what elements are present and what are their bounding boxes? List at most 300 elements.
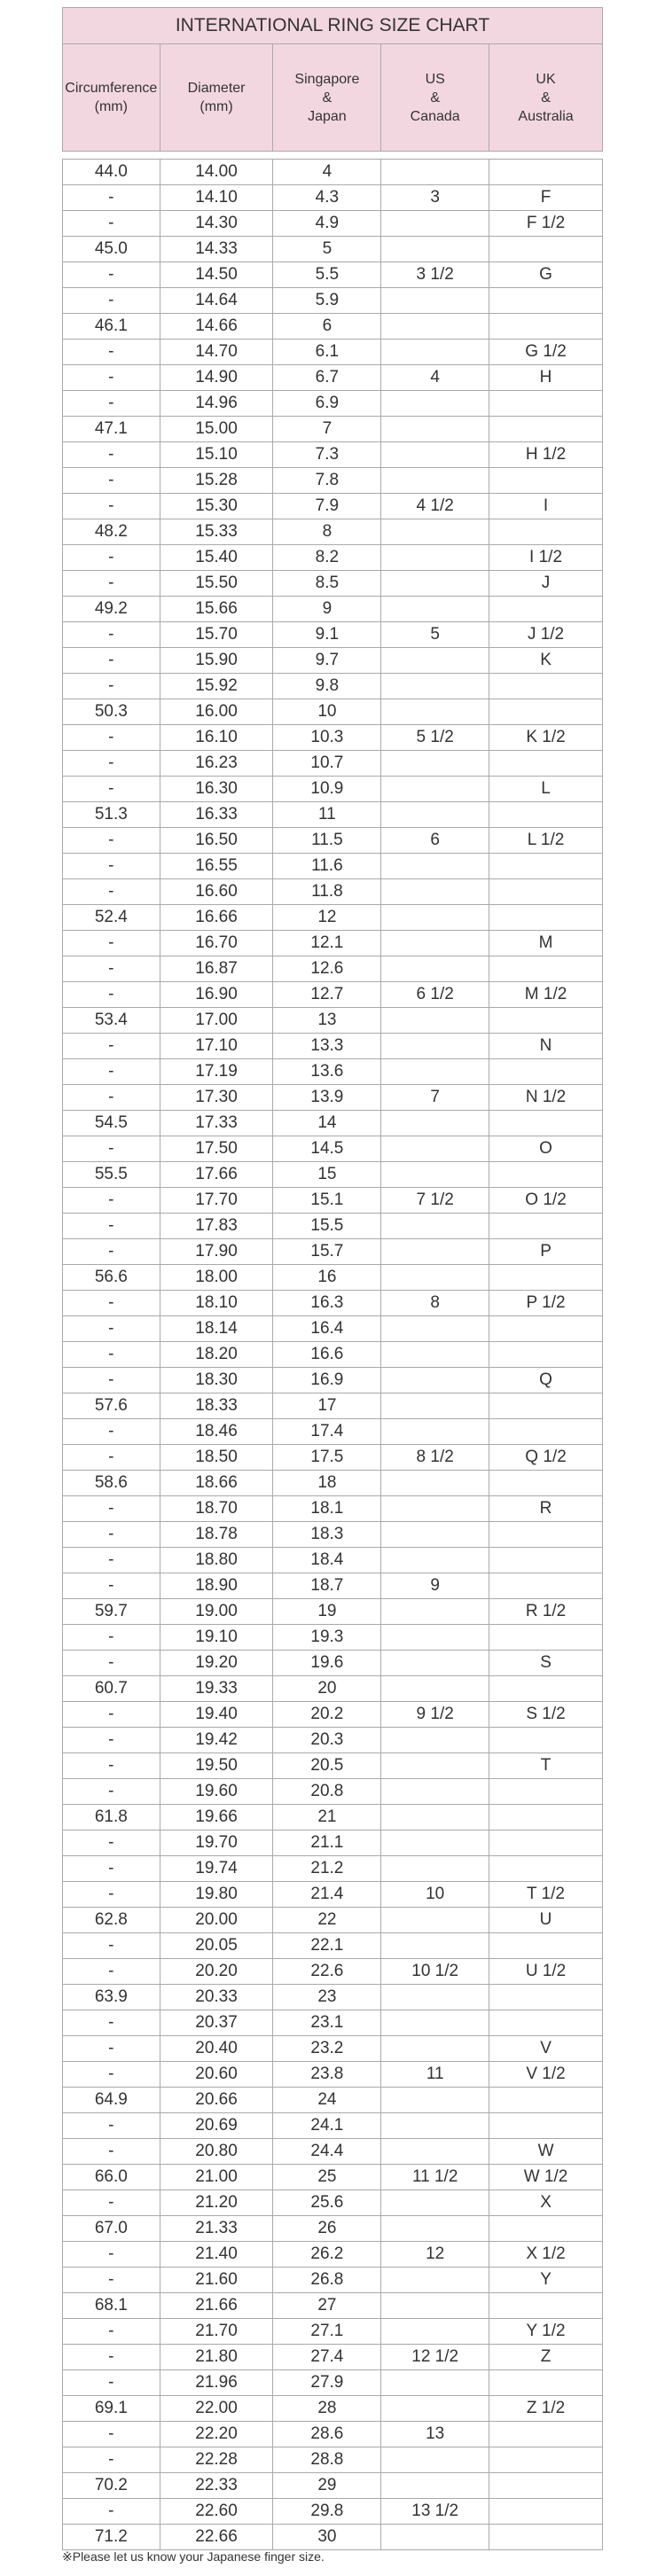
us-canada-cell — [381, 1214, 489, 1239]
diameter-cell: 16.10 — [160, 725, 273, 751]
uk-australia-cell — [489, 2113, 603, 2139]
circumference-cell: - — [63, 1316, 160, 1342]
circumference-cell: 61.8 — [63, 1805, 160, 1831]
circumference-cell: - — [63, 1959, 160, 1985]
circumference-cell: - — [63, 2319, 160, 2345]
singapore-japan-cell: 16.4 — [273, 1316, 381, 1342]
diameter-cell: 15.40 — [160, 545, 273, 571]
uk-australia-cell — [489, 751, 603, 777]
us-canada-cell: 4 1/2 — [381, 494, 489, 519]
circumference-cell: 45.0 — [63, 237, 160, 262]
uk-australia-cell — [489, 2370, 603, 2396]
diameter-cell: 21.33 — [160, 2216, 273, 2242]
diameter-cell: 19.33 — [160, 1676, 273, 1702]
header-line: Australia — [518, 108, 574, 124]
diameter-cell: 15.66 — [160, 597, 273, 622]
diameter-cell: 18.90 — [160, 1573, 273, 1599]
singapore-japan-cell: 6.7 — [273, 365, 381, 391]
singapore-japan-cell: 12.6 — [273, 956, 381, 982]
circumference-cell: - — [63, 1882, 160, 1908]
singapore-japan-cell: 28.8 — [273, 2447, 381, 2473]
circumference-cell: - — [63, 1445, 160, 1471]
uk-australia-cell: P 1/2 — [489, 1291, 603, 1316]
circumference-cell: - — [63, 340, 160, 365]
singapore-japan-cell: 17 — [273, 1393, 381, 1419]
table-row — [63, 2010, 603, 2036]
uk-australia-cell — [489, 1676, 603, 1702]
singapore-japan-cell: 13.3 — [273, 1034, 381, 1059]
diameter-cell: 15.90 — [160, 648, 273, 674]
uk-australia-cell — [489, 288, 603, 314]
diameter-cell: 18.00 — [160, 1265, 273, 1291]
table-row — [63, 288, 603, 314]
header-diameter — [160, 44, 273, 152]
diameter-cell: 22.33 — [160, 2473, 273, 2499]
us-canada-cell — [381, 211, 489, 237]
uk-australia-cell — [489, 1393, 603, 1419]
diameter-cell: 15.33 — [160, 519, 273, 545]
table-row — [63, 622, 603, 648]
diameter-cell: 17.30 — [160, 1085, 273, 1111]
uk-australia-cell: I — [489, 494, 603, 519]
diameter-cell: 16.90 — [160, 982, 273, 1008]
table-row — [63, 417, 603, 442]
us-canada-cell: 10 1/2 — [381, 1959, 489, 1985]
table-row — [63, 1651, 603, 1676]
singapore-japan-cell: 21.1 — [273, 1831, 381, 1856]
diameter-cell: 22.66 — [160, 2525, 273, 2550]
table-row — [63, 545, 603, 571]
header-line: & — [541, 90, 551, 105]
diameter-cell: 15.92 — [160, 674, 273, 699]
singapore-japan-cell: 6.1 — [273, 340, 381, 365]
uk-australia-cell — [489, 1831, 603, 1856]
diameter-cell: 20.66 — [160, 2088, 273, 2113]
singapore-japan-cell: 5.9 — [273, 288, 381, 314]
header-line: Singapore — [294, 71, 360, 87]
uk-australia-cell — [489, 1548, 603, 1573]
singapore-japan-cell: 17.4 — [273, 1419, 381, 1445]
table-row — [63, 1985, 603, 2010]
table-row — [63, 674, 603, 699]
diameter-cell: 16.33 — [160, 802, 273, 828]
uk-australia-cell: W 1/2 — [489, 2165, 603, 2190]
circumference-cell: - — [63, 571, 160, 597]
uk-australia-cell: M 1/2 — [489, 982, 603, 1008]
table-row — [63, 1291, 603, 1316]
us-canada-cell — [381, 1651, 489, 1676]
table-row — [63, 597, 603, 622]
singapore-japan-cell: 10 — [273, 699, 381, 725]
uk-australia-cell — [489, 1471, 603, 1496]
diameter-cell: 20.37 — [160, 2010, 273, 2036]
table-row — [63, 340, 603, 365]
singapore-japan-cell: 26 — [273, 2216, 381, 2242]
us-canada-cell — [381, 699, 489, 725]
table-row — [63, 1625, 603, 1651]
circumference-cell: - — [63, 1753, 160, 1779]
table-row — [63, 2473, 603, 2499]
header-line: US — [425, 71, 445, 87]
singapore-japan-cell: 22.6 — [273, 1959, 381, 1985]
diameter-cell: 19.70 — [160, 1831, 273, 1856]
us-canada-cell — [381, 1471, 489, 1496]
singapore-japan-cell: 4 — [273, 160, 381, 185]
circumference-cell: 70.2 — [63, 2473, 160, 2499]
diameter-cell: 14.00 — [160, 160, 273, 185]
circumference-cell: - — [63, 1214, 160, 1239]
us-canada-cell — [381, 1111, 489, 1136]
diameter-cell: 19.80 — [160, 1882, 273, 1908]
singapore-japan-cell: 10.3 — [273, 725, 381, 751]
singapore-japan-cell: 27.4 — [273, 2345, 381, 2370]
circumference-cell: - — [63, 391, 160, 417]
us-canada-cell — [381, 314, 489, 340]
singapore-japan-cell: 10.7 — [273, 751, 381, 777]
table-row — [63, 982, 603, 1008]
singapore-japan-cell: 4.3 — [273, 185, 381, 211]
uk-australia-cell: U 1/2 — [489, 1959, 603, 1985]
table-row — [63, 1008, 603, 1034]
uk-australia-cell: X 1/2 — [489, 2242, 603, 2268]
singapore-japan-cell: 24.1 — [273, 2113, 381, 2139]
singapore-japan-cell: 15.5 — [273, 1214, 381, 1239]
diameter-cell: 14.30 — [160, 211, 273, 237]
diameter-cell: 16.70 — [160, 931, 273, 956]
uk-australia-cell — [489, 417, 603, 442]
uk-australia-cell: O — [489, 1136, 603, 1162]
us-canada-cell: 7 1/2 — [381, 1188, 489, 1214]
table-row — [63, 2268, 603, 2293]
diameter-cell: 18.33 — [160, 1393, 273, 1419]
us-canada-cell — [381, 1034, 489, 1059]
ring-size-table — [62, 7, 603, 2550]
table-row — [63, 1753, 603, 1779]
singapore-japan-cell: 5.5 — [273, 262, 381, 288]
table-row — [63, 571, 603, 597]
uk-australia-cell — [489, 1265, 603, 1291]
circumference-cell: - — [63, 2113, 160, 2139]
header-line: Circumference — [65, 81, 158, 96]
us-canada-cell: 12 1/2 — [381, 2345, 489, 2370]
table-row — [63, 1676, 603, 1702]
table-row — [63, 2088, 603, 2113]
us-canada-cell: 6 1/2 — [381, 982, 489, 1008]
table-row — [63, 1959, 603, 1985]
diameter-cell: 14.10 — [160, 185, 273, 211]
singapore-japan-cell: 25.6 — [273, 2190, 381, 2216]
diameter-cell: 14.33 — [160, 237, 273, 262]
diameter-cell: 18.30 — [160, 1368, 273, 1393]
circumference-cell: - — [63, 1573, 160, 1599]
circumference-cell: 58.6 — [63, 1471, 160, 1496]
uk-australia-cell: S — [489, 1651, 603, 1676]
diameter-cell: 20.60 — [160, 2062, 273, 2088]
table-row — [63, 2396, 603, 2422]
us-canada-cell — [381, 1831, 489, 1856]
singapore-japan-cell: 16.3 — [273, 1291, 381, 1316]
uk-australia-cell — [489, 1522, 603, 1548]
circumference-cell: - — [63, 622, 160, 648]
table-row — [63, 1702, 603, 1728]
us-canada-cell: 11 — [381, 2062, 489, 2088]
diameter-cell: 16.00 — [160, 699, 273, 725]
uk-australia-cell: N — [489, 1034, 603, 1059]
header-circumference — [63, 44, 160, 152]
header-singapore-japan — [273, 44, 381, 152]
diameter-cell: 22.00 — [160, 2396, 273, 2422]
circumference-cell: - — [63, 1831, 160, 1856]
us-canada-cell — [381, 468, 489, 494]
table-row — [63, 1933, 603, 1959]
us-canada-cell: 9 — [381, 1573, 489, 1599]
circumference-cell: - — [63, 262, 160, 288]
table-row — [63, 1445, 603, 1471]
us-canada-cell — [381, 2113, 489, 2139]
circumference-cell: - — [63, 931, 160, 956]
uk-australia-cell — [489, 1933, 603, 1959]
singapore-japan-cell: 17.5 — [273, 1445, 381, 1471]
us-canada-cell: 9 1/2 — [381, 1702, 489, 1728]
singapore-japan-cell: 19 — [273, 1599, 381, 1625]
table-row — [63, 314, 603, 340]
table-row — [63, 1728, 603, 1753]
table-row — [63, 185, 603, 211]
us-canada-cell — [381, 1908, 489, 1933]
diameter-cell: 18.80 — [160, 1548, 273, 1573]
us-canada-cell: 4 — [381, 365, 489, 391]
us-canada-cell — [381, 2447, 489, 2473]
circumference-cell: 51.3 — [63, 802, 160, 828]
table-row — [63, 2422, 603, 2447]
uk-australia-cell — [489, 1111, 603, 1136]
uk-australia-cell: R — [489, 1496, 603, 1522]
singapore-japan-cell: 23.2 — [273, 2036, 381, 2062]
uk-australia-cell — [489, 2473, 603, 2499]
table-row — [63, 777, 603, 802]
uk-australia-cell — [489, 1779, 603, 1805]
singapore-japan-cell: 30 — [273, 2525, 381, 2550]
uk-australia-cell — [489, 1856, 603, 1882]
us-canada-cell — [381, 340, 489, 365]
singapore-japan-cell: 23.8 — [273, 2062, 381, 2088]
circumference-cell: - — [63, 1085, 160, 1111]
circumference-cell: - — [63, 442, 160, 468]
singapore-japan-cell: 9.7 — [273, 648, 381, 674]
uk-australia-cell: Z — [489, 2345, 603, 2370]
diameter-cell: 17.83 — [160, 1214, 273, 1239]
diameter-cell: 20.20 — [160, 1959, 273, 1985]
us-canada-cell — [381, 391, 489, 417]
us-canada-cell: 5 1/2 — [381, 725, 489, 751]
uk-australia-cell — [489, 468, 603, 494]
diameter-cell: 19.10 — [160, 1625, 273, 1651]
table-row — [63, 494, 603, 519]
circumference-cell: 48.2 — [63, 519, 160, 545]
circumference-cell: 56.6 — [63, 1265, 160, 1291]
circumference-cell: - — [63, 2139, 160, 2165]
us-canada-cell — [381, 854, 489, 879]
singapore-japan-cell: 20.2 — [273, 1702, 381, 1728]
circumference-cell: - — [63, 2422, 160, 2447]
diameter-cell: 20.05 — [160, 1933, 273, 1959]
us-canada-cell — [381, 1805, 489, 1831]
uk-australia-cell: Y 1/2 — [489, 2319, 603, 2345]
diameter-cell: 22.28 — [160, 2447, 273, 2473]
circumference-cell: - — [63, 1368, 160, 1393]
uk-australia-cell — [489, 1316, 603, 1342]
table-row — [63, 2216, 603, 2242]
circumference-cell: 46.1 — [63, 314, 160, 340]
uk-australia-cell: T — [489, 1753, 603, 1779]
diameter-cell: 17.90 — [160, 1239, 273, 1265]
table-row — [63, 828, 603, 854]
table-row — [63, 1059, 603, 1085]
singapore-japan-cell: 28 — [273, 2396, 381, 2422]
singapore-japan-cell: 9.1 — [273, 622, 381, 648]
us-canada-cell — [381, 2190, 489, 2216]
diameter-cell: 15.50 — [160, 571, 273, 597]
table-row — [63, 2525, 603, 2550]
singapore-japan-cell: 29 — [273, 2473, 381, 2499]
singapore-japan-cell: 27 — [273, 2293, 381, 2319]
uk-australia-cell — [489, 1419, 603, 1445]
uk-australia-cell — [489, 2010, 603, 2036]
table-row — [63, 1419, 603, 1445]
uk-australia-cell — [489, 1573, 603, 1599]
circumference-cell: 57.6 — [63, 1393, 160, 1419]
singapore-japan-cell: 21.4 — [273, 1882, 381, 1908]
us-canada-cell: 8 — [381, 1291, 489, 1316]
circumference-cell: - — [63, 1188, 160, 1214]
us-canada-cell — [381, 1933, 489, 1959]
diameter-cell: 16.66 — [160, 905, 273, 931]
diameter-cell: 17.00 — [160, 1008, 273, 1034]
diameter-cell: 16.23 — [160, 751, 273, 777]
us-canada-cell — [381, 2268, 489, 2293]
diameter-cell: 17.66 — [160, 1162, 273, 1188]
singapore-japan-cell: 7.9 — [273, 494, 381, 519]
diameter-cell: 15.70 — [160, 622, 273, 648]
diameter-cell: 20.33 — [160, 1985, 273, 2010]
uk-australia-cell: J — [489, 571, 603, 597]
diameter-cell: 14.96 — [160, 391, 273, 417]
table-row — [63, 1136, 603, 1162]
diameter-cell: 16.87 — [160, 956, 273, 982]
circumference-cell: 55.5 — [63, 1162, 160, 1188]
circumference-cell: - — [63, 828, 160, 854]
us-canada-cell — [381, 160, 489, 185]
diameter-cell: 18.66 — [160, 1471, 273, 1496]
table-row — [63, 802, 603, 828]
circumference-cell: - — [63, 982, 160, 1008]
uk-australia-cell — [489, 1985, 603, 2010]
us-canada-cell — [381, 2370, 489, 2396]
table-row — [63, 1471, 603, 1496]
diameter-cell: 14.90 — [160, 365, 273, 391]
table-row — [63, 160, 603, 185]
diameter-cell: 21.96 — [160, 2370, 273, 2396]
circumference-cell: - — [63, 1728, 160, 1753]
us-canada-cell — [381, 2473, 489, 2499]
circumference-cell: - — [63, 468, 160, 494]
singapore-japan-cell: 22.1 — [273, 1933, 381, 1959]
circumference-cell: - — [63, 1496, 160, 1522]
us-canada-cell — [381, 237, 489, 262]
us-canada-cell — [381, 1162, 489, 1188]
singapore-japan-cell: 7.8 — [273, 468, 381, 494]
singapore-japan-cell: 10.9 — [273, 777, 381, 802]
table-row — [63, 2499, 603, 2525]
circumference-cell: - — [63, 1522, 160, 1548]
table-row — [63, 1368, 603, 1393]
circumference-cell: - — [63, 2370, 160, 2396]
table-row — [63, 1188, 603, 1214]
singapore-japan-cell: 8 — [273, 519, 381, 545]
diameter-cell: 15.00 — [160, 417, 273, 442]
circumference-cell: - — [63, 1651, 160, 1676]
diameter-cell: 17.19 — [160, 1059, 273, 1085]
circumference-cell: - — [63, 494, 160, 519]
us-canada-cell — [381, 1985, 489, 2010]
singapore-japan-cell: 23.1 — [273, 2010, 381, 2036]
circumference-cell: 71.2 — [63, 2525, 160, 2550]
circumference-cell: - — [63, 1342, 160, 1368]
circumference-cell: 59.7 — [63, 1599, 160, 1625]
uk-australia-cell: M — [489, 931, 603, 956]
circumference-cell: 44.0 — [63, 160, 160, 185]
circumference-cell: 53.4 — [63, 1008, 160, 1034]
us-canada-cell — [381, 1856, 489, 1882]
us-canada-cell — [381, 1548, 489, 1573]
diameter-cell: 17.50 — [160, 1136, 273, 1162]
table-row — [63, 1882, 603, 1908]
us-canada-cell — [381, 2036, 489, 2062]
uk-australia-cell: T 1/2 — [489, 1882, 603, 1908]
singapore-japan-cell: 20 — [273, 1676, 381, 1702]
us-canada-cell — [381, 1779, 489, 1805]
table-row — [63, 1239, 603, 1265]
diameter-cell: 22.60 — [160, 2499, 273, 2525]
diameter-cell: 19.20 — [160, 1651, 273, 1676]
uk-australia-cell — [489, 1805, 603, 1831]
diameter-cell: 20.69 — [160, 2113, 273, 2139]
table-row — [63, 2319, 603, 2345]
singapore-japan-cell: 21 — [273, 1805, 381, 1831]
uk-australia-cell: U — [489, 1908, 603, 1933]
us-canada-cell: 10 — [381, 1882, 489, 1908]
circumference-cell: - — [63, 725, 160, 751]
uk-australia-cell — [489, 1162, 603, 1188]
singapore-japan-cell: 7.3 — [273, 442, 381, 468]
table-row — [63, 1316, 603, 1342]
diameter-cell: 20.40 — [160, 2036, 273, 2062]
us-canada-cell — [381, 777, 489, 802]
us-canada-cell: 5 — [381, 622, 489, 648]
us-canada-cell — [381, 571, 489, 597]
singapore-japan-cell: 19.3 — [273, 1625, 381, 1651]
uk-australia-cell: V — [489, 2036, 603, 2062]
circumference-cell: 49.2 — [63, 597, 160, 622]
uk-australia-cell — [489, 2293, 603, 2319]
table-row — [63, 2165, 603, 2190]
singapore-japan-cell: 23 — [273, 1985, 381, 2010]
diameter-cell: 14.64 — [160, 288, 273, 314]
singapore-japan-cell: 24 — [273, 2088, 381, 2113]
diameter-cell: 21.70 — [160, 2319, 273, 2345]
table-row — [63, 2036, 603, 2062]
chart-title: INTERNATIONAL RING SIZE CHART — [63, 8, 603, 44]
